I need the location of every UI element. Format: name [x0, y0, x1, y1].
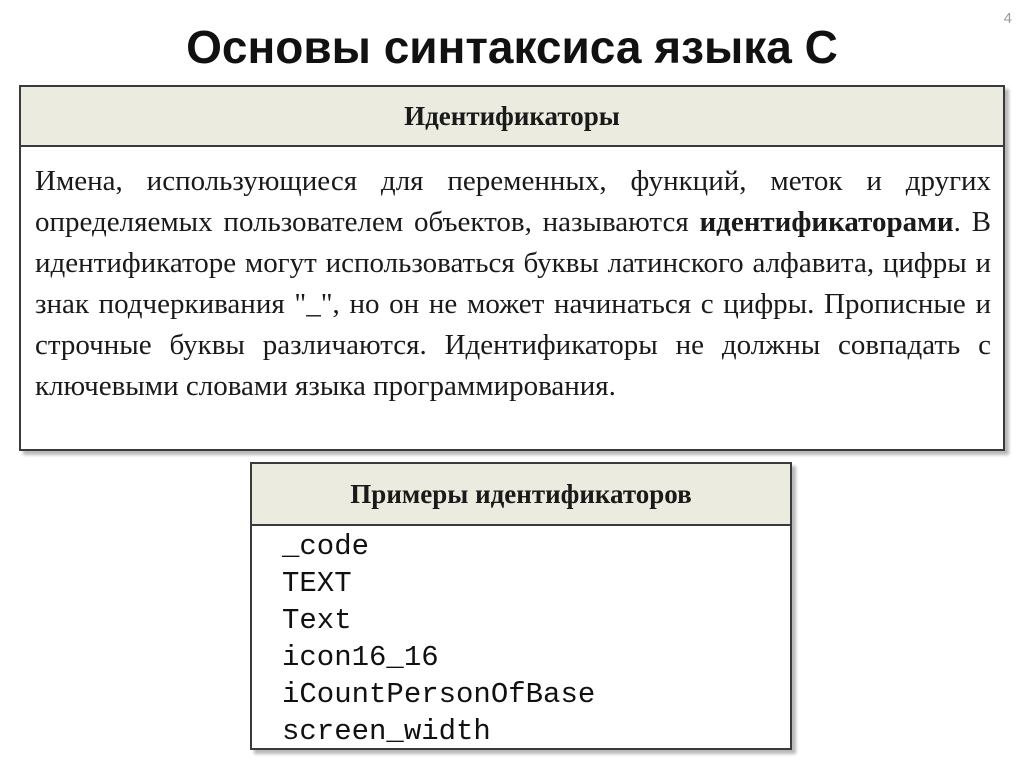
definition-text-start: Имена, использующиеся для переменных, функций, меток и других определяемых пользователем объектов, называются [35, 165, 991, 238]
example-identifier: Text [282, 604, 352, 637]
slide-title: Основы синтаксиса языка С [186, 21, 838, 73]
example-identifier: iCountPersonOfBase [282, 678, 596, 711]
examples-box [250, 462, 792, 750]
example-identifier: _code [282, 530, 370, 563]
examples-list [252, 526, 790, 750]
identifiers-box [19, 85, 1005, 451]
example-identifier: icon16_16 [282, 641, 439, 674]
example-identifier: TEXT [282, 567, 352, 600]
example-identifier: screen_width [282, 715, 491, 748]
definition-text-end: . В идентификаторе могут использоваться буквы латинского алфавита, цифры и знак подчеркивания "_", но он не может начинаться с цифры. Прописные и строчные буквы различаются. Идентификаторы не должны совпадать с ключевыми словами языка программирования. [35, 206, 991, 402]
identifiers-definition [21, 161, 1003, 407]
definition-bold-term: идентификаторами [699, 206, 954, 238]
examples-heading: Примеры идентификаторов [252, 464, 790, 526]
page-number: 4 [1003, 10, 1012, 27]
identifiers-heading: Идентификаторы [21, 87, 1003, 147]
